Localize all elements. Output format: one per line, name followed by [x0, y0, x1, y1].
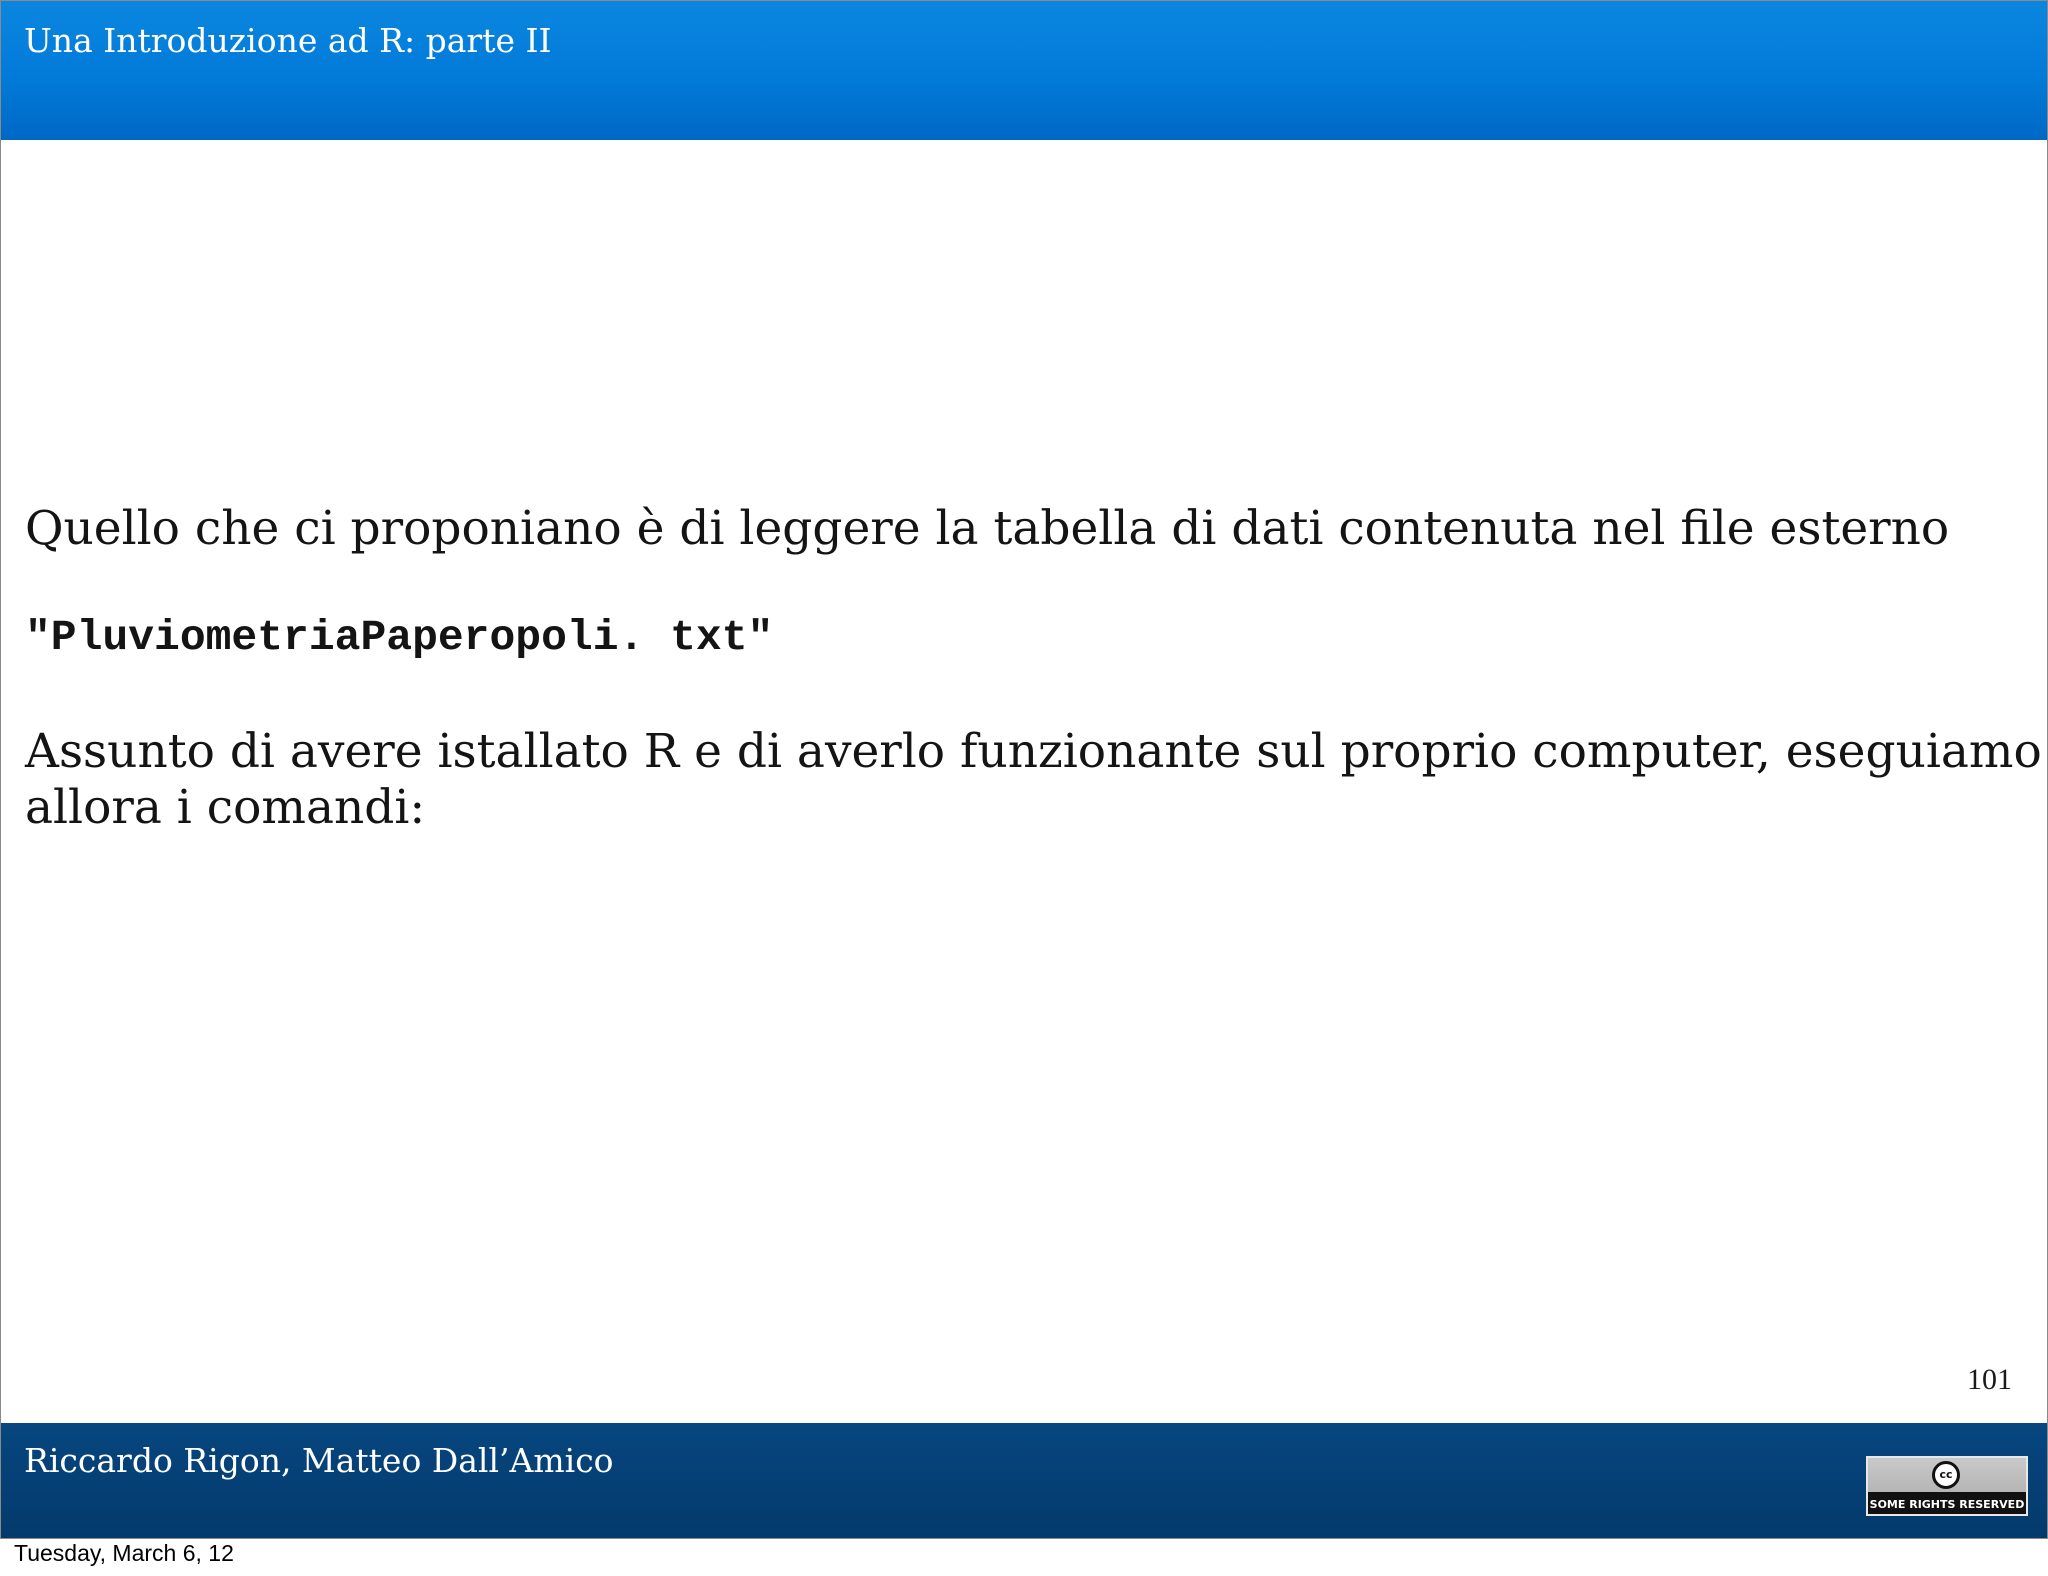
- badge-label: SOME RIGHTS RESERVED: [1869, 1498, 2025, 1511]
- creative-commons-icon: cc: [1932, 1461, 1960, 1489]
- date-caption: Tuesday, March 6, 12: [14, 1540, 234, 1566]
- filename-code: "PluviometriaPaperopoli. txt": [25, 613, 774, 662]
- instructions-paragraph-line-2: allora i comandi:: [25, 780, 426, 835]
- slide-header: [1, 1, 2047, 140]
- slide-footer: [1, 1423, 2047, 1538]
- header-title: Una Introduzione ad R: parte II: [24, 21, 552, 60]
- footer-authors: Riccardo Rigon, Matteo Dall’Amico: [24, 1441, 614, 1480]
- creative-commons-badge: [1866, 1456, 2028, 1516]
- instructions-paragraph-line-1: Assunto di avere istallato R e di averlo funzionante sul proprio computer, eseguiamo: [25, 724, 2042, 779]
- page-number: 101: [1967, 1363, 2012, 1396]
- intro-paragraph: Quello che ci proponiano è di leggere la tabella di dati contenuta nel file esterno: [25, 501, 1950, 556]
